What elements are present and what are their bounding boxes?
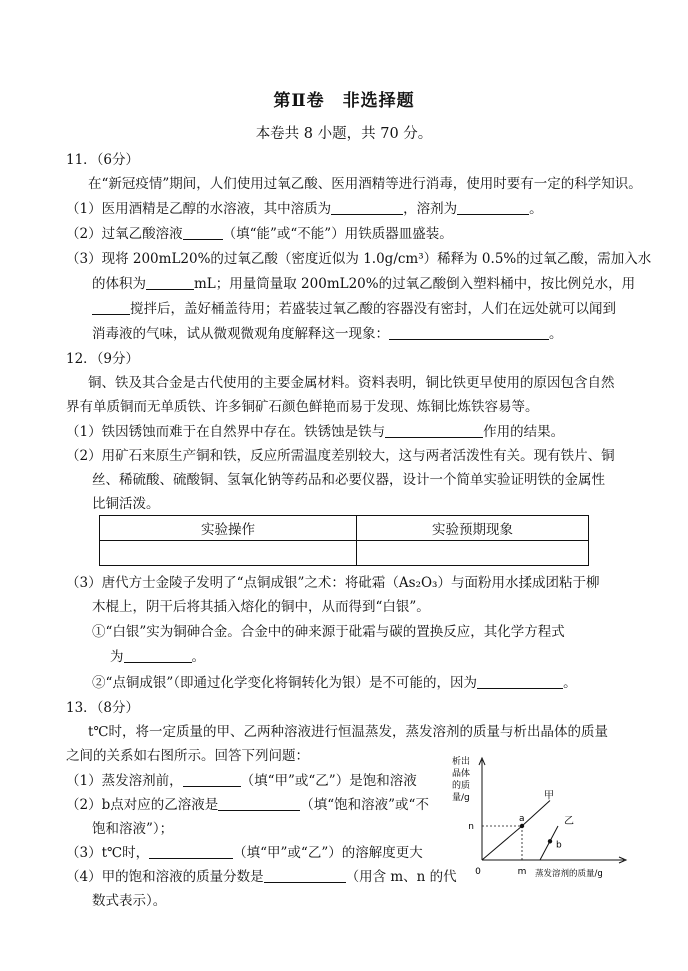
y-axis-label [452, 755, 470, 803]
q13-p2-text2: （填“饱和溶液”或“不 [300, 797, 429, 813]
data-point-label-b: b [556, 840, 562, 851]
q12-p1-text2: 作用的结果。 [483, 424, 565, 440]
q12-part2-line2: 丝、稀硫酸、硫酸铜、氢氧化钠等药品和必要仪器，设计一个简单实验证明铁的金属性 [92, 472, 605, 488]
q13-part4-line2: 数式表示）。 [92, 893, 167, 909]
experiment-table [99, 515, 589, 566]
answer-cell-operation[interactable] [100, 541, 357, 566]
q12-intro-line2: 界有单质铜而无单质铁、许多铜矿石颜色鲜艳而易于发现、炼铜比炼铁容易等。 [66, 399, 539, 415]
q13-part4-line1 [66, 868, 457, 887]
evaporation-crystal-chart [448, 752, 628, 884]
q11-part2 [66, 225, 453, 244]
answer-blank-reason[interactable] [477, 674, 563, 689]
series-label-1: 甲 [544, 790, 554, 802]
y-axis-label-line-1: 析出 [452, 757, 471, 767]
series-label-2: 乙 [564, 816, 574, 827]
x-axis-label: 蒸发溶剂的质量/g [535, 869, 603, 879]
answer-blank-equation[interactable] [124, 648, 192, 663]
q12-p1-text: （1）铁因锈蚀而难于在自然界中存在。铁锈蚀是铁与 [66, 424, 386, 440]
table-header-operation: 实验操作 [100, 516, 357, 541]
q11-p1-text: （1）医用酒精是乙醇的水溶液，其中溶质为 [66, 201, 332, 217]
answer-blank-solubility[interactable] [149, 844, 233, 859]
q12-part3-line2: 木棍上，阴干后将其插入熔化的铜中，从而得到“白银”。 [92, 599, 430, 615]
q11-p1-end: 。 [529, 201, 543, 217]
data-point-label-a: a [519, 814, 525, 824]
answer-blank-container[interactable] [183, 225, 223, 240]
y-axis-label-line-2: 晶体 [452, 769, 471, 779]
q11-p1-text2: ，溶剂为 [403, 201, 458, 217]
q11-part1 [66, 200, 543, 219]
answer-blank-solution-state[interactable] [218, 796, 300, 811]
q12-s2-end: 。 [563, 675, 577, 691]
q13-heading: 13．（8分） [66, 700, 140, 716]
q12-intro-line1: 铜、铁及其合金是古代使用的主要金属材料。资料表明，铜比铁更早使用的原因包含自然 [88, 375, 615, 391]
q13-intro-line1: t℃时，将一定质量的甲、乙两种溶液进行恒温蒸发，蒸发溶剂的质量与析出晶体的质量 [88, 724, 609, 740]
table-row [100, 541, 589, 566]
q11-p3-text2: mL；用量筒量取 200mL20%的过氧乙酸倒入塑料桶中，按比例兑水，用 [194, 276, 636, 292]
q11-p3-text: 的体积为 [92, 276, 146, 292]
q13-p4-text2: （用含 m、n 的代 [345, 869, 457, 885]
q11-part3-line2 [92, 275, 635, 294]
q13-p4-text: （4）甲的饱和溶液的质量分数是 [66, 869, 264, 885]
q12-part2-line3: 比铜活泼。 [92, 496, 160, 512]
answer-blank-stir-tool[interactable] [92, 300, 130, 315]
x-tick-label-m: m [517, 867, 527, 877]
y-axis-label-line-3: 的质 [452, 781, 471, 791]
q13-part2-line1 [66, 796, 429, 815]
q12-s1-end: 。 [191, 649, 205, 665]
q13-intro-line2: 之间的关系如右图所示。回答下列问题： [66, 748, 309, 764]
q12-heading: 12．（9分） [66, 351, 140, 367]
q13-p2-text: （2）b点对应的乙溶液是 [66, 797, 219, 813]
series-line-1 [482, 801, 550, 861]
q11-p3-end: 。 [549, 326, 563, 342]
y-axis-label-line-4: 量/g [452, 793, 470, 803]
q11-part3-line4 [92, 325, 563, 344]
q13-p1-text2: （填“甲”或“乙”）是饱和溶液 [240, 773, 417, 789]
q12-part1 [66, 423, 564, 442]
q13-p3-text: （3）t℃时， [66, 845, 150, 861]
section-subtitle: 本卷共 8 小题，共 70 分。 [255, 126, 433, 142]
q11-p2-text2: （填“能”或“不能”）用铁质器皿盛装。 [222, 226, 453, 242]
q12-s1-text: 为 [110, 649, 124, 665]
q13-part3 [66, 844, 423, 863]
q11-part3-line3 [92, 300, 616, 319]
origin-label: 0 [475, 867, 481, 877]
q11-part3-line1: （3）现将 200mL20%的过氧乙酸（密度近似为 1.0g/cm³）稀释为 0.5%的过氧乙酸，需加入水 [66, 251, 652, 267]
answer-blank-water-volume[interactable] [146, 275, 194, 290]
q11-p3-text4: 消毒液的气味，试从微观微观角度解释这一现象： [92, 326, 389, 342]
q11-p3-text3: 搅拌后，盖好桶盖待用；若盛装过氧乙酸的容器没有密封，人们在远处就可以闻到 [130, 301, 616, 317]
q13-p1-text: （1）蒸发溶剂前， [66, 773, 183, 789]
table-header-row [100, 516, 589, 541]
q12-sub1-line2 [110, 648, 205, 667]
q13-part2-line2: 饱和溶液”）； [92, 821, 174, 837]
q12-part2-line1: （2）用矿石来原生产铜和铁，反应所需温度差别较大，这与两者活泼性有关。现有铁片、铜 [66, 448, 615, 464]
answer-blank-rust-reactants[interactable] [385, 423, 483, 438]
q13-part1 [66, 772, 417, 791]
data-point-b [548, 839, 552, 843]
q12-s2-text: ②“点铜成银”（即通过化学变化将铜转化为银）是不可能的，因为 [92, 675, 478, 691]
answer-blank-saturated[interactable] [183, 772, 241, 787]
q13-p3-text2: （填“甲”或“乙”）的溶解度更大 [233, 845, 423, 861]
answer-blank-micro-explanation[interactable] [389, 325, 549, 340]
section-title: 第Ⅱ卷 非选择题 [273, 91, 415, 111]
q12-sub2 [92, 674, 577, 693]
answer-blank-mass-fraction[interactable] [264, 868, 346, 883]
q11-heading: 11．（6分） [66, 152, 140, 168]
answer-cell-phenomenon[interactable] [357, 541, 589, 566]
y-tick-label-n: n [468, 822, 474, 832]
answer-blank-solvent[interactable] [457, 200, 529, 215]
q12-part3-line1: （3）唐代方士金陵子发明了“点铜成银”之术：将砒霜（As₂O₃）与面粉用水揉成团粘于柳 [66, 575, 600, 591]
table-header-phenomenon: 实验预期现象 [357, 516, 589, 541]
q12-sub1-line1: ①“白银”实为铜砷合金。合金中的砷来源于砒霜与碳的置换反应，其化学方程式 [92, 624, 565, 640]
data-point-a [520, 824, 524, 828]
answer-blank-solute[interactable] [331, 200, 403, 215]
q11-intro: 在“新冠疫情”期间，人们使用过氧乙酸、医用酒精等进行消毒，使用时要有一定的科学知识。 [88, 176, 642, 192]
q11-p2-text: （2）过氧乙酸溶液 [66, 226, 183, 242]
